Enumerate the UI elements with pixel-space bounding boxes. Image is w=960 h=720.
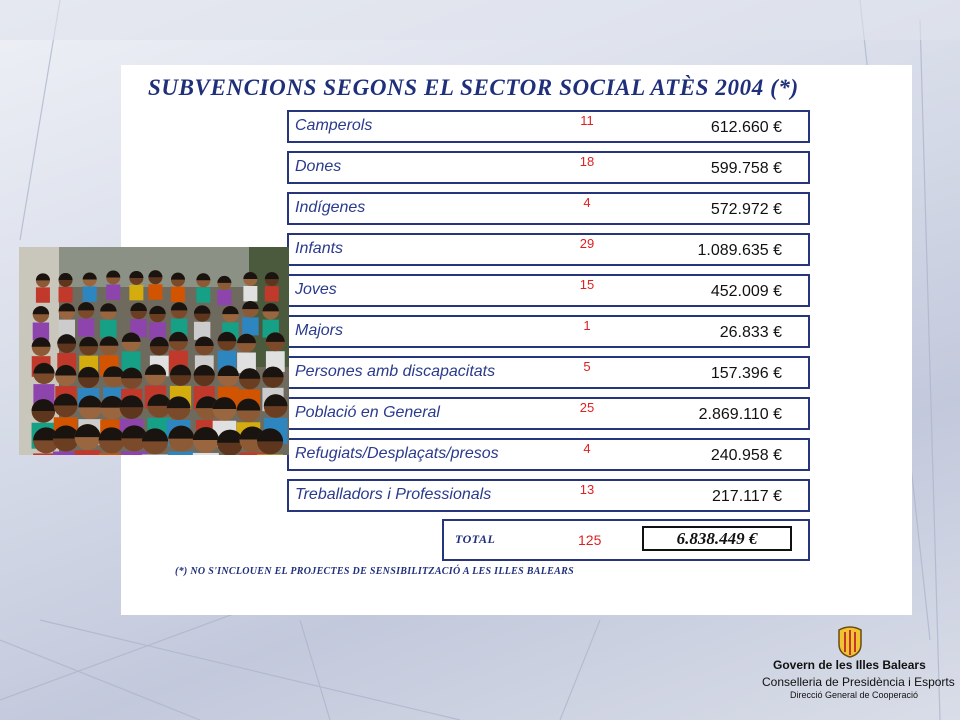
sector-name: Refugiats/Desplaçats/presos	[295, 445, 499, 462]
sector-row	[287, 315, 810, 348]
department-name: Conselleria de Presidència i Esports	[762, 675, 955, 689]
sector-amount: 612.660 €	[710, 119, 782, 136]
sector-count: 13	[579, 482, 595, 497]
sector-count: 11	[580, 113, 594, 128]
sector-count: 4	[583, 195, 591, 210]
sector-row	[287, 192, 810, 225]
sector-amount: 217.117 €	[712, 488, 782, 505]
sector-amount: 240.958 €	[710, 447, 782, 464]
sector-count: 4	[583, 441, 591, 456]
total-row	[442, 519, 810, 561]
sector-count: 29	[579, 236, 595, 251]
sector-amount: 1.089.635 €	[697, 242, 782, 259]
sector-amount: 2.869.110 €	[698, 406, 782, 423]
coat-of-arms-icon	[835, 624, 865, 658]
sector-count: 25	[579, 400, 595, 415]
sector-amount: 157.396 €	[710, 365, 782, 382]
sector-row	[287, 151, 810, 184]
sector-count: 15	[579, 277, 595, 292]
sector-count: 18	[579, 154, 595, 169]
sector-name: Dones	[295, 158, 342, 175]
directorate-name: Direcció General de Cooperació	[790, 690, 919, 700]
sector-amount: 599.758 €	[710, 160, 782, 177]
sector-row	[287, 397, 810, 430]
sector-amount: 26.833 €	[719, 324, 782, 341]
sector-name: Majors	[295, 322, 344, 339]
sector-name: Treballadors i Professionals	[295, 486, 492, 503]
sector-name: Joves	[295, 281, 337, 298]
sector-count: 1	[583, 318, 591, 333]
slide-title: SUBVENCIONS SEGONS EL SECTOR SOCIAL ATÈS 2004 (*)	[148, 75, 799, 100]
sector-row	[287, 110, 810, 143]
children-photo	[19, 247, 289, 455]
sector-name: Infants	[295, 240, 344, 257]
sector-count: 5	[583, 359, 591, 374]
sector-amount: 452.009 €	[710, 283, 782, 300]
total-amount: 6.838.449 €	[642, 526, 792, 551]
sector-name: Camperols	[295, 117, 373, 134]
sector-name: Persones amb discapacitats	[295, 363, 496, 380]
footnote: (*) NO S'INCLOUEN EL PROJECTES DE SENSIBILITZACIÓ A LES ILLES BALEARS	[175, 566, 574, 577]
sector-row	[287, 356, 810, 389]
total-count: 125	[578, 532, 602, 548]
sector-name: Indígenes	[295, 199, 366, 216]
government-name: Govern de les Illes Balears	[773, 658, 926, 672]
government-logo	[760, 622, 955, 714]
sector-row	[287, 479, 810, 512]
sector-name: Població en General	[295, 404, 440, 421]
sector-row	[287, 438, 810, 471]
total-label: TOTAL	[455, 532, 496, 546]
sector-row	[287, 233, 810, 266]
sector-row	[287, 274, 810, 307]
sector-amount: 572.972 €	[710, 201, 782, 218]
